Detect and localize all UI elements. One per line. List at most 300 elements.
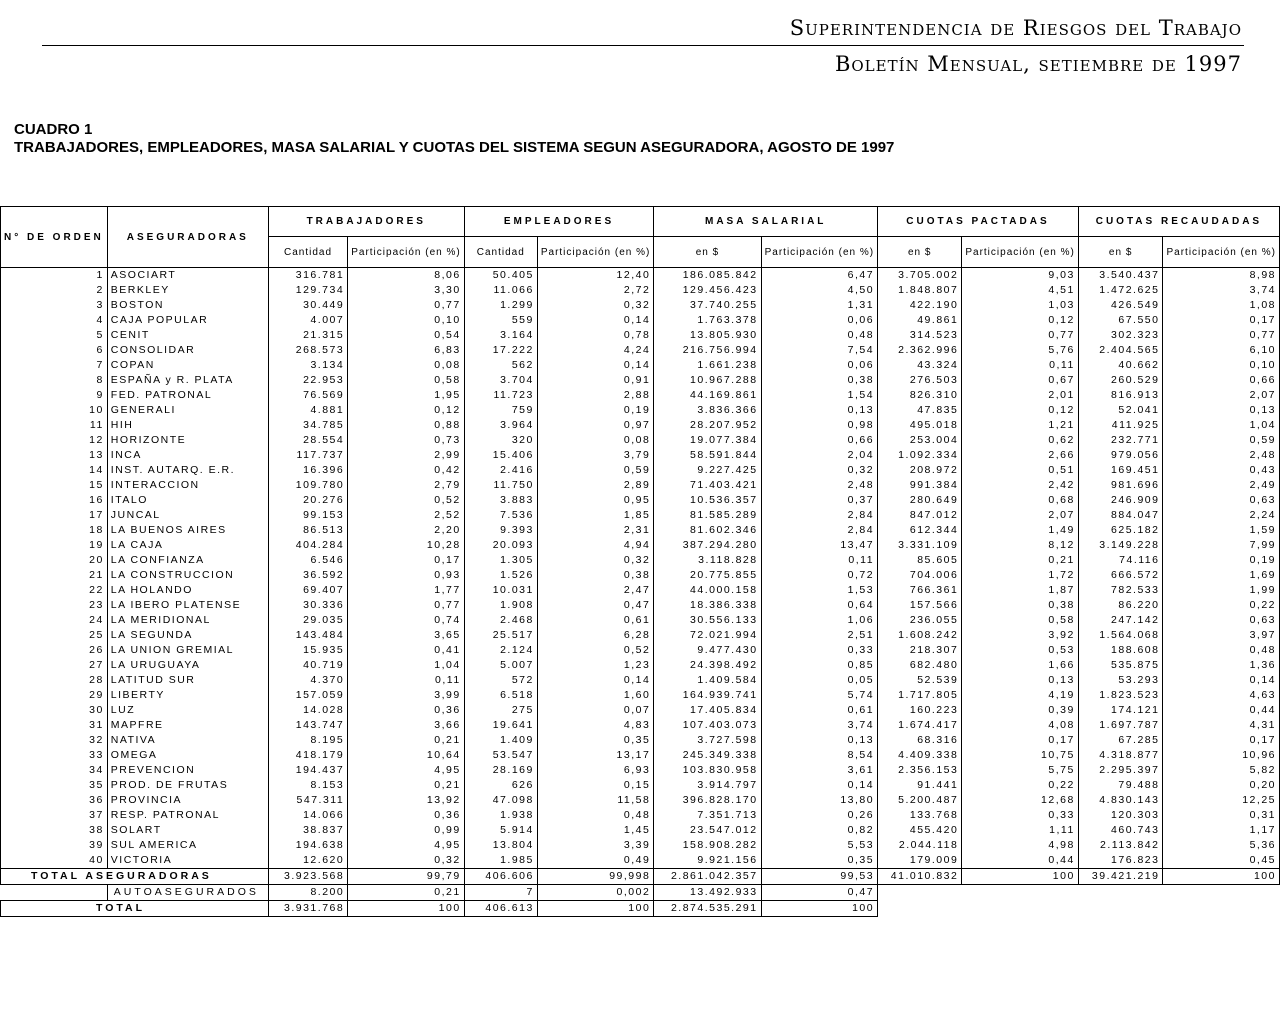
table-cell: 36.592 (268, 568, 347, 583)
table-cell: 5.200.487 (878, 793, 962, 808)
table-cell: 245.349.338 (654, 748, 761, 763)
table-cell: 0,48 (761, 328, 877, 343)
table-cell: 44.000.158 (654, 583, 761, 598)
table-cell: 3,74 (761, 718, 877, 733)
table-cell: 280.649 (878, 493, 962, 508)
table-cell: 10,96 (1163, 748, 1280, 763)
table-row (1, 268, 1280, 284)
table-cell: 1.985 (464, 853, 537, 869)
table-cell: 5,36 (1163, 838, 1280, 853)
header-rule (42, 45, 1244, 46)
table-cell: 103.830.958 (654, 763, 761, 778)
table-cell: 85.605 (878, 553, 962, 568)
table-cell: 13,80 (761, 793, 877, 808)
table-cell: 1,66 (962, 658, 1078, 673)
subheader: Cantidad (464, 237, 537, 268)
table-body (1, 268, 1280, 869)
table-cell: 0,14 (761, 778, 877, 793)
table-cell: 23.547.012 (654, 823, 761, 838)
table-cell: 1.409 (464, 733, 537, 748)
table-cell: 0,82 (761, 823, 877, 838)
table-cell: 826.310 (878, 388, 962, 403)
table-cell: 0,61 (761, 703, 877, 718)
table-row (1, 793, 1280, 808)
table-cell: 3.964 (464, 418, 537, 433)
table-row (1, 598, 1280, 613)
table-cell: 0,22 (962, 778, 1078, 793)
table-cell: 40.719 (268, 658, 347, 673)
table-cell: 0,44 (1163, 703, 1280, 718)
table-cell: 4.370 (268, 673, 347, 688)
table-cell: 562 (464, 358, 537, 373)
table-cell: 0,33 (761, 643, 877, 658)
insurer-name-cell: ASOCIART (107, 268, 268, 284)
table-cell: 8.195 (268, 733, 347, 748)
table-row (1, 688, 1280, 703)
table-cell: 3,65 (348, 628, 464, 643)
total-aseguradoras-label: TOTAL ASEGURADORAS (1, 869, 269, 885)
table-cell: 1,03 (962, 298, 1078, 313)
table-cell: 17.222 (464, 343, 537, 358)
table-row (1, 313, 1280, 328)
table-cell: 67.550 (1078, 313, 1163, 328)
table-cell: 5,74 (761, 688, 877, 703)
table-cell: 559 (464, 313, 537, 328)
table-cell: 253.004 (878, 433, 962, 448)
subheader: Participación (en %) (537, 237, 653, 268)
table-cell: 13.805.930 (654, 328, 761, 343)
table-cell: 2.416 (464, 463, 537, 478)
table-cell: 2,66 (962, 448, 1078, 463)
table-cell: 268.573 (268, 343, 347, 358)
table-cell: 782.533 (1078, 583, 1163, 598)
table-cell: 0,14 (1163, 673, 1280, 688)
table-cell: 766.361 (878, 583, 962, 598)
table-cell: 0,66 (761, 433, 877, 448)
table-cell: 0,98 (761, 418, 877, 433)
table-cell: 1,45 (537, 823, 653, 838)
order-number-cell: 34 (1, 763, 108, 778)
table-cell: 30.336 (268, 598, 347, 613)
table-cell: 0,002 (537, 885, 653, 901)
table-cell: 99,79 (348, 869, 464, 885)
table-cell: 1.823.523 (1078, 688, 1163, 703)
table-cell: 3.704 (464, 373, 537, 388)
table-cell: 4,83 (537, 718, 653, 733)
table-cell: 13.804 (464, 838, 537, 853)
table-cell: 0,10 (1163, 358, 1280, 373)
spacer-cell (878, 885, 1280, 901)
subheader: en $ (1078, 237, 1163, 268)
table-cell: 0,22 (1163, 598, 1280, 613)
table-row (1, 493, 1280, 508)
table-cell: 0,67 (962, 373, 1078, 388)
table-row (1, 283, 1280, 298)
table-cell: 0,32 (348, 853, 464, 869)
table-cell: 4.830.143 (1078, 793, 1163, 808)
table-cell: 69.407 (268, 583, 347, 598)
table-cell: 3.836.366 (654, 403, 761, 418)
group-header-masa-salarial: MASA SALARIAL (654, 207, 878, 237)
table-cell: 320 (464, 433, 537, 448)
order-number-cell: 36 (1, 793, 108, 808)
table-cell: 13,47 (761, 538, 877, 553)
table-cell: 4,63 (1163, 688, 1280, 703)
table-cell: 0,08 (537, 433, 653, 448)
order-number-cell: 28 (1, 673, 108, 688)
table-cell: 5,82 (1163, 763, 1280, 778)
table-cell: 0,91 (537, 373, 653, 388)
table-cell: 1,59 (1163, 523, 1280, 538)
order-number-cell: 14 (1, 463, 108, 478)
table-cell: 15.935 (268, 643, 347, 658)
table-cell: 1.674.417 (878, 718, 962, 733)
table-cell: 0,14 (537, 358, 653, 373)
insurer-name-cell: LATITUD SUR (107, 673, 268, 688)
table-cell: 52.041 (1078, 403, 1163, 418)
table-cell: 0,11 (761, 553, 877, 568)
table-cell: 1,31 (761, 298, 877, 313)
insurer-name-cell: VICTORIA (107, 853, 268, 869)
order-number-cell: 9 (1, 388, 108, 403)
insurer-name-cell: LA SEGUNDA (107, 628, 268, 643)
table-cell: 0,37 (761, 493, 877, 508)
table-cell: 1,04 (348, 658, 464, 673)
table-cell: 52.539 (878, 673, 962, 688)
table-cell: 0,21 (962, 553, 1078, 568)
table-cell: 0,17 (1163, 313, 1280, 328)
order-number-cell: 39 (1, 838, 108, 853)
order-number-cell: 30 (1, 703, 108, 718)
table-row (1, 433, 1280, 448)
table-cell: 158.908.282 (654, 838, 761, 853)
table-cell: 38.837 (268, 823, 347, 838)
table-cell: 0,62 (962, 433, 1078, 448)
insurer-name-cell: ITALO (107, 493, 268, 508)
table-cell: 8.200 (268, 885, 347, 901)
table-cell: 1.305 (464, 553, 537, 568)
table-row (1, 463, 1280, 478)
table-cell: 11,58 (537, 793, 653, 808)
spacer-cell (878, 901, 1280, 917)
table-cell: 0,59 (537, 463, 653, 478)
table-row (1, 568, 1280, 583)
table-cell: 37.740.255 (654, 298, 761, 313)
table-cell: 6,10 (1163, 343, 1280, 358)
table-cell: 0,45 (1163, 853, 1280, 869)
table-cell: 1.299 (464, 298, 537, 313)
order-number-cell: 12 (1, 433, 108, 448)
table-cell: 2,48 (1163, 448, 1280, 463)
order-number-cell: 24 (1, 613, 108, 628)
table-cell: 40.662 (1078, 358, 1163, 373)
col-header-aseguradoras: ASEGURADORAS (107, 207, 268, 268)
insurer-name-cell: LA URUGUAYA (107, 658, 268, 673)
table-cell: 0,19 (1163, 553, 1280, 568)
table-cell: 0,39 (962, 703, 1078, 718)
insurer-name-cell: ESPAÑA y R. PLATA (107, 373, 268, 388)
table-cell: 160.223 (878, 703, 962, 718)
table-cell: 3.883 (464, 493, 537, 508)
table-cell: 0,38 (761, 373, 877, 388)
total-row (1, 901, 1280, 917)
order-number-cell: 32 (1, 733, 108, 748)
table-cell: 8,06 (348, 268, 464, 284)
table-cell: 15.406 (464, 448, 537, 463)
table-cell: 18.386.338 (654, 598, 761, 613)
table-cell: 0,15 (537, 778, 653, 793)
table-cell: 0,17 (962, 733, 1078, 748)
autoasegurados-row (1, 885, 1280, 901)
table-row (1, 748, 1280, 763)
table-cell: 28.169 (464, 763, 537, 778)
table-cell: 302.323 (1078, 328, 1163, 343)
table-cell: 13.492.933 (654, 885, 761, 901)
insurer-name-cell: MAPFRE (107, 718, 268, 733)
table-cell: 260.529 (1078, 373, 1163, 388)
table-cell: 9.477.430 (654, 643, 761, 658)
table-cell: 47.835 (878, 403, 962, 418)
order-number-cell: 22 (1, 583, 108, 598)
table-cell: 169.451 (1078, 463, 1163, 478)
table-cell: 8,12 (962, 538, 1078, 553)
table-cell: 188.608 (1078, 643, 1163, 658)
table-cell: 2,24 (1163, 508, 1280, 523)
table-cell: 2.356.153 (878, 763, 962, 778)
table-cell: 1,04 (1163, 418, 1280, 433)
table-cell: 1.526 (464, 568, 537, 583)
total-label: TOTAL (1, 901, 269, 917)
insurer-name-cell: JUNCAL (107, 508, 268, 523)
table-cell: 1,11 (962, 823, 1078, 838)
table-cell: 179.009 (878, 853, 962, 869)
table-cell: 1.697.787 (1078, 718, 1163, 733)
table-cell: 0,77 (348, 598, 464, 613)
table-cell: 5,53 (761, 838, 877, 853)
table-cell: 236.055 (878, 613, 962, 628)
table-cell: 1.763.378 (654, 313, 761, 328)
table-cell: 816.913 (1078, 388, 1163, 403)
table-cell: 10.536.357 (654, 493, 761, 508)
table-cell: 0,47 (537, 598, 653, 613)
table-cell: 612.344 (878, 523, 962, 538)
table-cell: 11.750 (464, 478, 537, 493)
table-cell: 1.608.242 (878, 628, 962, 643)
table-cell: 19.641 (464, 718, 537, 733)
insurer-name-cell: LUZ (107, 703, 268, 718)
table-cell: 81.585.289 (654, 508, 761, 523)
table-cell: 0,13 (761, 403, 877, 418)
table-row (1, 583, 1280, 598)
table-cell: 12,25 (1163, 793, 1280, 808)
order-number-cell: 27 (1, 658, 108, 673)
table-cell: 21.315 (268, 328, 347, 343)
insurer-name-cell: OMEGA (107, 748, 268, 763)
table-cell: 3.540.437 (1078, 268, 1163, 284)
table-cell: 19.077.384 (654, 433, 761, 448)
table-cell: 2.874.535.291 (654, 901, 761, 917)
table-cell: 6,28 (537, 628, 653, 643)
table-cell: 1,49 (962, 523, 1078, 538)
order-number-cell: 37 (1, 808, 108, 823)
table-cell: 67.285 (1078, 733, 1163, 748)
table-cell: 2.124 (464, 643, 537, 658)
table-cell: 100 (761, 901, 877, 917)
table-cell: 0,97 (537, 418, 653, 433)
table-cell: 4,95 (348, 763, 464, 778)
table-title: TRABAJADORES, EMPLEADORES, MASA SALARIAL Y CUOTAS DEL SISTEMA SEGUN ASEGURADORA, AGOSTO DE 1997 (14, 139, 895, 156)
insurer-name-cell: HIH (107, 418, 268, 433)
table-cell: 4,51 (962, 283, 1078, 298)
table-cell: 2,31 (537, 523, 653, 538)
table-cell: 1,21 (962, 418, 1078, 433)
table-cell: 0,36 (348, 808, 464, 823)
table-cell: 276.503 (878, 373, 962, 388)
insurer-name-cell: BERKLEY (107, 283, 268, 298)
table-cell: 10,64 (348, 748, 464, 763)
insurer-name-cell: PREVENCION (107, 763, 268, 778)
table-cell: 20.093 (464, 538, 537, 553)
table-row (1, 853, 1280, 869)
table-cell: 157.566 (878, 598, 962, 613)
table-cell: 396.828.170 (654, 793, 761, 808)
table-cell: 1.908 (464, 598, 537, 613)
table-cell: 3,92 (962, 628, 1078, 643)
table-cell: 0,13 (761, 733, 877, 748)
table-cell: 847.012 (878, 508, 962, 523)
table-cell: 3,61 (761, 763, 877, 778)
order-number-cell: 15 (1, 478, 108, 493)
table-cell: 11.723 (464, 388, 537, 403)
order-number-cell: 19 (1, 538, 108, 553)
table-cell: 1.848.807 (878, 283, 962, 298)
table-cell: 143.484 (268, 628, 347, 643)
table-cell: 411.925 (1078, 418, 1163, 433)
table-cell: 495.018 (878, 418, 962, 433)
table-row (1, 628, 1280, 643)
insurer-name-cell: CENIT (107, 328, 268, 343)
total-aseguradoras-row (1, 869, 1280, 885)
table-cell: 0,99 (348, 823, 464, 838)
table-cell: 404.284 (268, 538, 347, 553)
data-table (0, 206, 1280, 917)
table-cell: 0,06 (761, 313, 877, 328)
table-cell: 1.409.584 (654, 673, 761, 688)
table-cell: 3.931.768 (268, 901, 347, 917)
table-cell: 20.276 (268, 493, 347, 508)
table-cell: 0,32 (537, 298, 653, 313)
table-cell: 10,28 (348, 538, 464, 553)
table-cell: 0,38 (962, 598, 1078, 613)
table-cell: 1,72 (962, 568, 1078, 583)
table-cell: 2,07 (962, 508, 1078, 523)
table-cell: 174.121 (1078, 703, 1163, 718)
table-cell: 2,20 (348, 523, 464, 538)
table-cell: 9.227.425 (654, 463, 761, 478)
table-row (1, 763, 1280, 778)
table-cell: 49.861 (878, 313, 962, 328)
table-cell: 164.939.741 (654, 688, 761, 703)
table-cell: 6,83 (348, 343, 464, 358)
order-number-cell: 25 (1, 628, 108, 643)
table-cell: 422.190 (878, 298, 962, 313)
group-header-cuotas-recaudadas: CUOTAS RECAUDADAS (1078, 207, 1279, 237)
insurer-name-cell: INTERACCION (107, 478, 268, 493)
table-cell: 3,79 (537, 448, 653, 463)
table-cell: 2.404.565 (1078, 343, 1163, 358)
order-number-cell: 17 (1, 508, 108, 523)
table-cell: 6,93 (537, 763, 653, 778)
insurer-name-cell: INCA (107, 448, 268, 463)
order-number-cell: 26 (1, 643, 108, 658)
table-cell: 6,47 (761, 268, 877, 284)
table-cell: 1,23 (537, 658, 653, 673)
autoasegurados-label: AUTOASEGURADOS (107, 885, 268, 901)
table-cell: 100 (348, 901, 464, 917)
table-cell: 2,99 (348, 448, 464, 463)
table-cell: 0,42 (348, 463, 464, 478)
table-cell: 0,33 (962, 808, 1078, 823)
table-cell: 2,88 (537, 388, 653, 403)
order-number-cell: 5 (1, 328, 108, 343)
order-number-cell: 4 (1, 313, 108, 328)
table-cell: 2.044.118 (878, 838, 962, 853)
table-cell: 0,12 (962, 403, 1078, 418)
table-cell: 0,58 (348, 373, 464, 388)
table-cell: 11.066 (464, 283, 537, 298)
table-cell: 0,49 (537, 853, 653, 869)
table-cell: 626 (464, 778, 537, 793)
table-cell: 2,01 (962, 388, 1078, 403)
table-cell: 1,95 (348, 388, 464, 403)
order-number-cell: 29 (1, 688, 108, 703)
table-cell: 1,54 (761, 388, 877, 403)
table-cell: 3,39 (537, 838, 653, 853)
table-cell: 1.717.805 (878, 688, 962, 703)
table-cell: 186.085.842 (654, 268, 761, 284)
table-cell: 133.768 (878, 808, 962, 823)
table-cell: 0,20 (1163, 778, 1280, 793)
insurer-name-cell: LIBERTY (107, 688, 268, 703)
table-cell: 4.007 (268, 313, 347, 328)
table-row (1, 328, 1280, 343)
table-cell: 0,12 (348, 403, 464, 418)
table-cell: 1,08 (1163, 298, 1280, 313)
table-cell: 30.556.133 (654, 613, 761, 628)
table-cell: 2,79 (348, 478, 464, 493)
order-number-cell: 21 (1, 568, 108, 583)
table-cell: 1.564.068 (1078, 628, 1163, 643)
table-cell: 22.953 (268, 373, 347, 388)
table-row (1, 808, 1280, 823)
table-cell: 2.362.996 (878, 343, 962, 358)
table-cell: 0,12 (962, 313, 1078, 328)
table-cell: 2,04 (761, 448, 877, 463)
insurer-name-cell: LA CONFIANZA (107, 553, 268, 568)
table-cell: 34.785 (268, 418, 347, 433)
insurer-name-cell: COPAN (107, 358, 268, 373)
table-cell: 5,76 (962, 343, 1078, 358)
table-cell: 3.149.228 (1078, 538, 1163, 553)
table-cell: 0,77 (348, 298, 464, 313)
table-cell: 0,93 (348, 568, 464, 583)
table-cell: 12.620 (268, 853, 347, 869)
order-number-cell: 18 (1, 523, 108, 538)
table-cell: 4,50 (761, 283, 877, 298)
table-cell: 0,10 (348, 313, 464, 328)
table-cell: 76.569 (268, 388, 347, 403)
table-cell: 1.938 (464, 808, 537, 823)
